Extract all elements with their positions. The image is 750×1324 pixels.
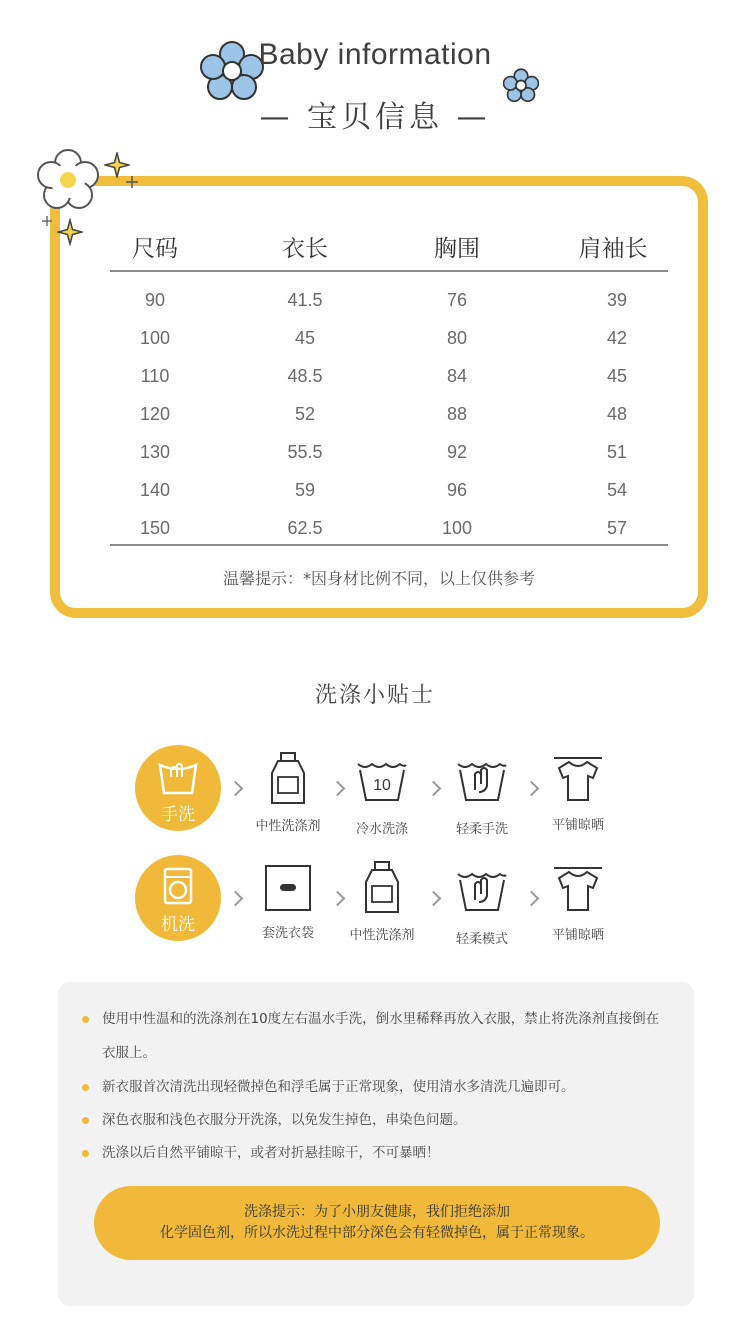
wash-section-title: 洗涤小贴士: [314, 683, 435, 708]
basin-icon: [157, 757, 199, 797]
table-row: [110, 358, 668, 396]
table-cell: 130: [139, 442, 171, 462]
detergent-bottle-icon: [268, 751, 308, 807]
column-header-length: 衣长: [282, 236, 328, 262]
tip-item: [102, 1002, 672, 1070]
table-row: [110, 472, 668, 510]
tip-item: [102, 1103, 672, 1137]
machine-wash-label: 机洗: [161, 915, 195, 935]
wash-step: [240, 751, 336, 834]
table-cell: 39: [606, 290, 628, 310]
table-cell: 48: [606, 404, 628, 424]
column-header-size: 尺码: [132, 236, 178, 262]
table-cell: 150: [139, 518, 171, 538]
tip-text: 洗涤以后自然平铺晾干，或者对折悬挂晾干，不可暴晒！: [102, 1145, 440, 1161]
sparkle-icon: [104, 152, 130, 178]
table-header: [110, 226, 668, 272]
table-cell: 57: [606, 518, 628, 538]
laundry-bag-icon: [262, 862, 314, 914]
wash-step: [240, 862, 336, 941]
step-caption: 冷水洗涤: [355, 822, 408, 837]
table-cell: 96: [446, 480, 468, 500]
tip-item: [102, 1070, 672, 1104]
table-cell: 51: [606, 442, 628, 462]
table-body: [110, 272, 668, 546]
tip-text: 使用中性温和的洗涤剂在10度左右温水手洗，倒水里稀释再放入衣服，禁止将洗涤剂直接倒在衣服上。: [102, 1011, 660, 1061]
tshirt-drying-icon: [551, 752, 605, 806]
table-cell: 45: [294, 328, 316, 348]
step-caption: 轻柔手洗: [455, 822, 508, 837]
tip-text: 深色衣服和浅色衣服分开洗涤，以免发生掉色，串染色问题。: [102, 1112, 467, 1128]
header-title-en: Baby information: [258, 38, 492, 71]
washing-machine-icon: [163, 867, 193, 905]
table-row: [110, 396, 668, 434]
detergent-bottle-icon: [362, 860, 402, 916]
step-caption: 轻柔模式: [455, 932, 508, 947]
table-row: [110, 282, 668, 320]
table-cell: 84: [446, 366, 468, 386]
table-cell: 100: [139, 328, 171, 348]
bullet-icon: [82, 1117, 89, 1124]
wash-step: [334, 756, 430, 837]
hand-wash-icon: [455, 866, 509, 916]
table-cell: 80: [446, 328, 468, 348]
wash-notice-banner: [94, 1186, 660, 1260]
water-temp-icon: [355, 756, 409, 806]
sparkle-icon: [126, 176, 138, 188]
wash-step: [434, 866, 530, 947]
header-title-cn: — 宝贝信息 —: [259, 100, 491, 135]
water-temp-value: 10: [373, 777, 391, 794]
wash-step: [434, 756, 530, 837]
tip-text: 新衣服首次清洗出现轻微掉色和浮毛属于正常现象，使用清水多清洗几遍即可。: [102, 1079, 575, 1095]
table-row: [110, 510, 668, 548]
tshirt-drying-icon: [551, 862, 605, 916]
wash-step: [530, 752, 626, 833]
sparkle-icon: [57, 218, 83, 246]
wash-step: [334, 860, 430, 943]
sparkle-icon: [42, 216, 52, 226]
wash-step: [530, 862, 626, 943]
size-note: 温馨提示：*因身材比例不同，以上仅供参考: [222, 569, 535, 588]
table-cell: 110: [140, 366, 170, 386]
table-cell: 41.5: [287, 290, 323, 310]
wash-tips-panel: [58, 982, 694, 1306]
step-caption: 平铺晾晒: [551, 928, 604, 943]
hand-wash-label: 手洗: [161, 805, 195, 825]
machine-wash-badge: [135, 855, 221, 941]
table-row: [110, 320, 668, 358]
table-cell: 92: [446, 442, 468, 462]
step-caption: 中性洗涤剂: [349, 928, 415, 943]
table-cell: 90: [144, 290, 166, 310]
flower-icon: [36, 148, 100, 212]
table-cell: 55.5: [287, 442, 323, 462]
size-table-card: [50, 176, 708, 618]
table-cell: 100: [441, 518, 473, 538]
table-row: [110, 434, 668, 472]
table-cell: 42: [606, 328, 628, 348]
bullet-icon: [82, 1084, 89, 1091]
notice-line: 洗涤提示：为了小朋友健康，我们拒绝添加: [244, 1204, 510, 1220]
table-cell: 54: [606, 480, 628, 500]
hand-wash-badge: [135, 745, 221, 831]
table-cell: 120: [139, 404, 171, 424]
column-header-sleeve: 肩袖长: [578, 236, 648, 262]
table-cell: 59: [294, 480, 316, 500]
bullet-icon: [82, 1150, 89, 1157]
tip-item: [102, 1136, 672, 1170]
table-cell: 52: [294, 404, 316, 424]
table-cell: 45: [606, 366, 628, 386]
table-cell: 76: [446, 290, 468, 310]
step-caption: 套洗衣袋: [261, 926, 314, 941]
table-cell: 140: [139, 480, 171, 500]
step-caption: 平铺晾晒: [551, 818, 604, 833]
step-caption: 中性洗涤剂: [255, 819, 321, 834]
bullet-icon: [82, 1016, 89, 1023]
table-cell: 88: [446, 404, 468, 424]
table-cell: 48.5: [287, 366, 323, 386]
notice-line: 化学固色剂，所以水洗过程中部分深色会有轻微掉色，属于正常现象。: [160, 1225, 594, 1241]
size-table: [110, 226, 668, 546]
column-header-chest: 胸围: [434, 236, 480, 262]
table-cell: 62.5: [287, 518, 323, 538]
hand-wash-icon: [455, 756, 509, 806]
